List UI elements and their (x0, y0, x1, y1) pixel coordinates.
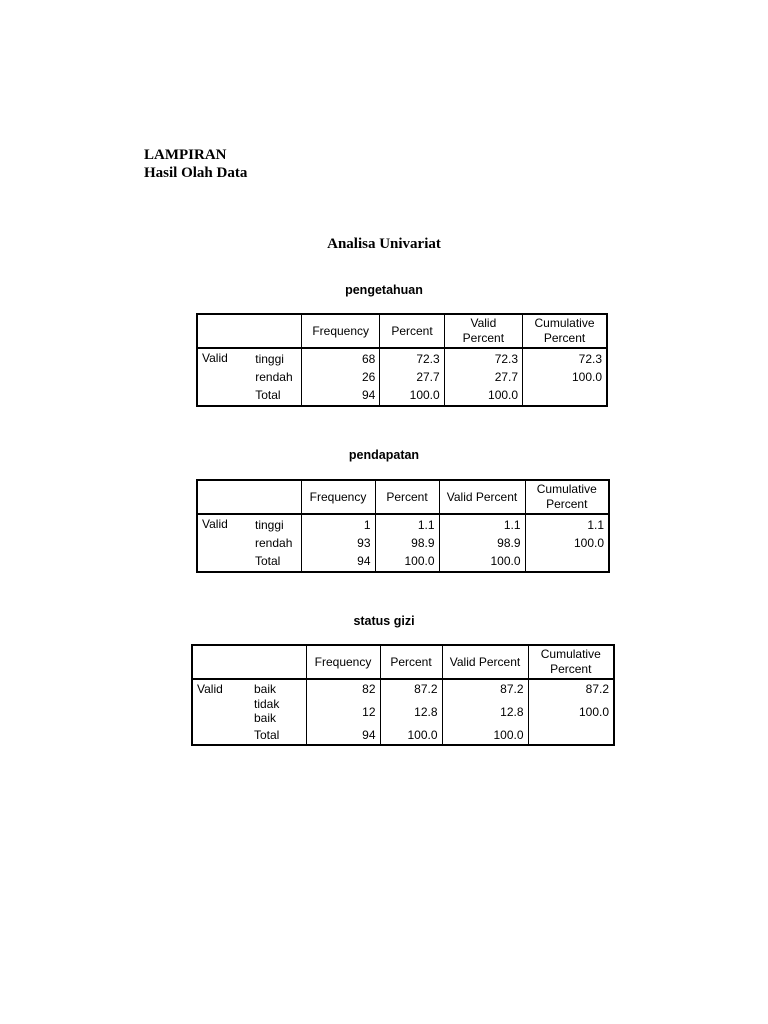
row-label: tidak baik (254, 697, 280, 725)
cell-valid-percent: 100.0 (490, 554, 521, 568)
valid-percent-column (444, 348, 522, 406)
cell-percent: 98.9 (411, 536, 435, 550)
valid-percent-column (442, 679, 528, 745)
table-body (197, 348, 607, 406)
section-title: Analisa Univariat (327, 236, 441, 252)
row-label: rendah (255, 370, 293, 384)
table-title-pengetahuan: pengetahuan (345, 283, 423, 297)
cell-cumulative-percent (527, 386, 602, 404)
cell-percent: 12.8 (414, 705, 438, 719)
table-title-status-gizi: status gizi (353, 614, 415, 628)
cell-percent: 100.0 (407, 728, 438, 742)
row-label: tinggi (255, 518, 284, 532)
table-header-row (197, 314, 607, 348)
heading-subtitle: Hasil Olah Data (144, 165, 248, 181)
header-percent: Percent (375, 480, 439, 514)
cell-cumulative-percent (530, 552, 605, 570)
header-cumulative-percent: Cumulative Percent (525, 480, 609, 514)
cumulative-percent-column (528, 679, 614, 745)
header-frequency: Frequency (306, 645, 380, 679)
frequency-table-pengetahuan (196, 313, 608, 407)
cell-percent: 87.2 (414, 682, 438, 696)
cell-frequency: 68 (362, 352, 376, 366)
cell-cumulative-percent: 100.0 (573, 536, 604, 550)
cell-frequency: 82 (362, 682, 376, 696)
frequency-column (301, 348, 379, 406)
cell-cumulative-percent: 1.1 (587, 518, 604, 532)
cell-percent: 27.7 (416, 370, 440, 384)
cell-valid-percent: 100.0 (493, 728, 524, 742)
table-title-pendapatan: pendapatan (348, 448, 420, 462)
group-label: Valid (202, 517, 228, 531)
cell-valid-percent: 87.2 (500, 682, 524, 696)
cell-frequency: 1 (363, 518, 371, 532)
header-blank (197, 314, 301, 348)
cell-cumulative-percent: 100.0 (578, 705, 609, 719)
cell-valid-percent: 100.0 (488, 388, 519, 402)
header-valid-percent: Valid Percent (444, 314, 522, 348)
row-label: rendah (255, 536, 293, 550)
header-blank (192, 645, 306, 679)
percent-column (380, 679, 442, 745)
cell-frequency: 94 (362, 728, 376, 742)
heading-title: LAMPIRAN (144, 147, 227, 163)
cell-frequency: 12 (362, 705, 376, 719)
row-labels (251, 348, 301, 406)
cell-valid-percent: 1.1 (503, 518, 521, 532)
cell-frequency: 26 (362, 370, 376, 384)
percent-column (380, 348, 444, 406)
cell-cumulative-percent: 100.0 (571, 370, 602, 384)
row-label: Total (254, 728, 280, 742)
cell-percent: 72.3 (416, 352, 440, 366)
cell-valid-percent: 27.7 (494, 370, 519, 384)
group-label: Valid (202, 351, 228, 365)
cell-cumulative-percent: 72.3 (578, 352, 602, 366)
table-body (197, 514, 609, 572)
header-frequency: Frequency (301, 314, 379, 348)
header-cumulative-percent: Cumulative Percent (523, 314, 607, 348)
group-label: Valid (197, 682, 223, 696)
frequency-table-status-gizi (191, 644, 615, 746)
cumulative-percent-column (523, 348, 607, 406)
cell-percent: 1.1 (417, 518, 435, 532)
cell-cumulative-percent: 87.2 (585, 682, 609, 696)
table-header-row (197, 480, 609, 514)
header-percent: Percent (380, 314, 444, 348)
row-label: tinggi (255, 352, 284, 366)
cell-cumulative-percent (533, 727, 610, 743)
frequency-table-pendapatan (196, 479, 610, 573)
cell-valid-percent: 72.3 (494, 352, 519, 366)
table-body (192, 679, 614, 745)
cell-percent: 100.0 (404, 554, 435, 568)
row-labels (250, 679, 306, 745)
row-label: baik (254, 682, 277, 696)
frequency-column (301, 514, 375, 572)
header-blank (197, 480, 301, 514)
cell-percent: 100.0 (409, 388, 440, 402)
row-label: Total (255, 388, 281, 402)
header-cumulative-percent: Cumulative Percent (528, 645, 614, 679)
cell-frequency: 94 (357, 554, 371, 568)
header-frequency: Frequency (301, 480, 375, 514)
cell-valid-percent: 98.9 (497, 536, 521, 550)
header-percent: Percent (380, 645, 442, 679)
percent-column (375, 514, 439, 572)
frequency-column (306, 679, 380, 745)
cell-valid-percent: 12.8 (500, 705, 524, 719)
row-labels (251, 514, 301, 572)
header-valid-percent: Valid Percent (442, 645, 528, 679)
cumulative-percent-column (525, 514, 609, 572)
row-label: Total (255, 554, 281, 568)
document-heading (144, 146, 247, 182)
cell-frequency: 93 (357, 536, 371, 550)
header-valid-percent: Valid Percent (439, 480, 525, 514)
table-header-row (192, 645, 614, 679)
cell-frequency: 94 (362, 388, 376, 402)
valid-percent-column (439, 514, 525, 572)
